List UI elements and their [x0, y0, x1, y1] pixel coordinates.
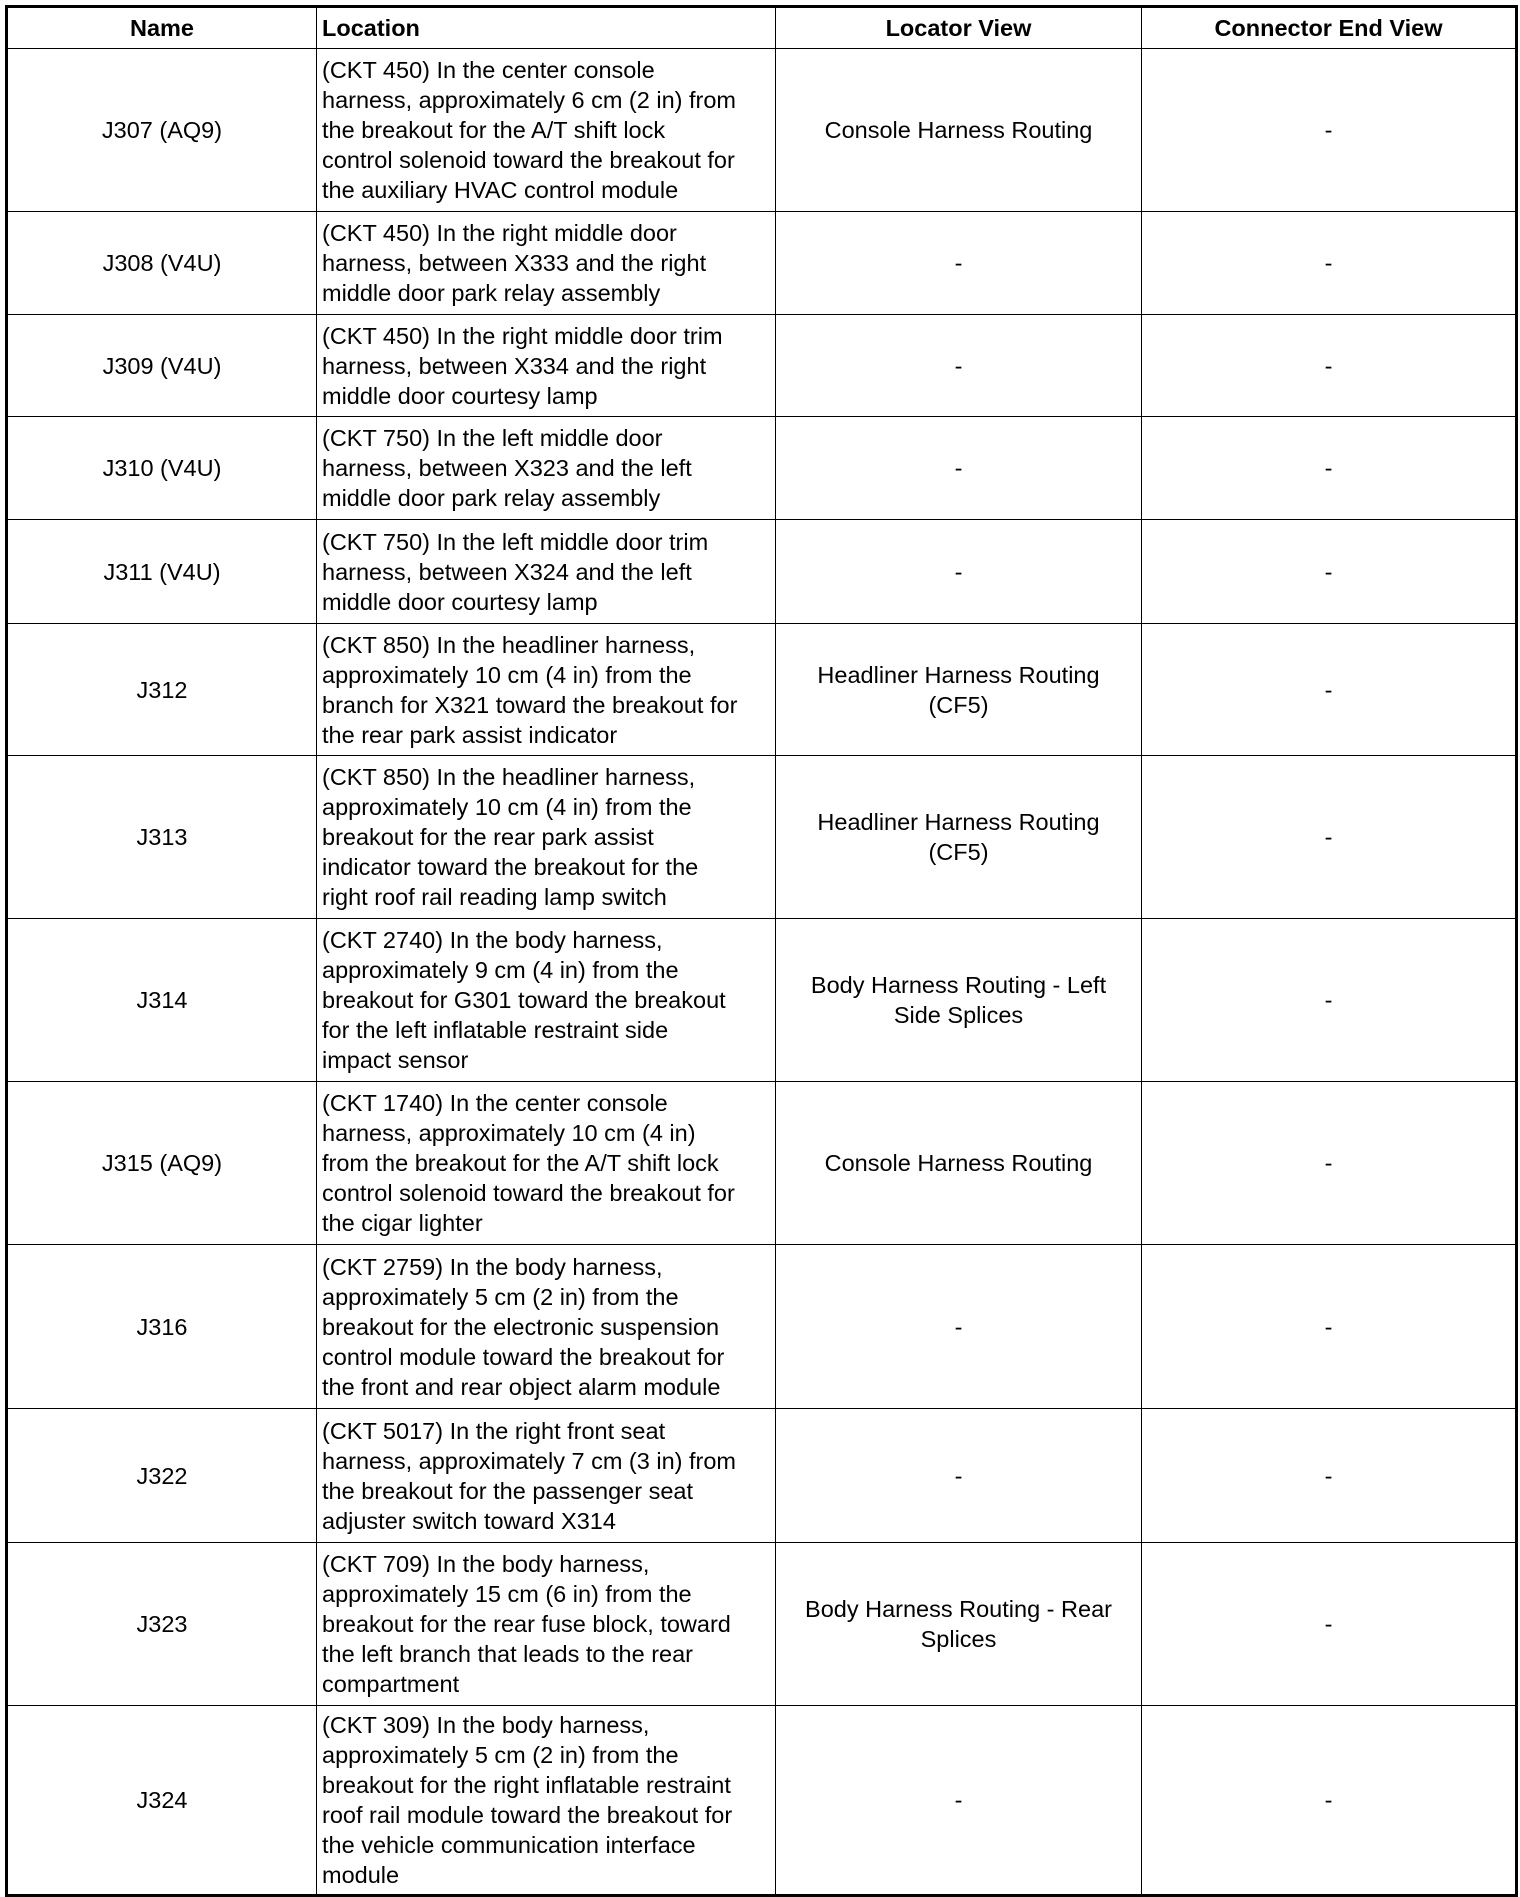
table-row — [7, 919, 1517, 1082]
row-location: (CKT 709) In the body harness, approximately 15 cm (6 in) from the breakout for the rear fuse block, toward the left branch that leads to the rear compartment — [317, 1543, 776, 1706]
table-row — [7, 1409, 1517, 1543]
row-locator-view: - — [776, 417, 1142, 520]
table-row — [7, 1543, 1517, 1706]
table-row — [7, 315, 1517, 417]
header-row — [7, 7, 1517, 49]
row-name: J323 — [7, 1543, 317, 1706]
row-name: J314 — [7, 919, 317, 1082]
row-locator-view: Console Harness Routing — [776, 49, 1142, 212]
row-connector-end-view: - — [1142, 520, 1517, 624]
row-location: (CKT 750) In the left middle door harness, between X323 and the left middle door park relay assembly — [317, 417, 776, 520]
row-locator-view: - — [776, 1245, 1142, 1409]
row-name: J322 — [7, 1409, 317, 1543]
row-locator-view: Headliner Harness Routing (CF5) — [776, 756, 1142, 919]
row-location: (CKT 450) In the right middle door harness, between X333 and the right middle door park relay assembly — [317, 212, 776, 315]
row-locator-view: Body Harness Routing - Rear Splices — [776, 1543, 1142, 1706]
table-row — [7, 1082, 1517, 1245]
table-row — [7, 417, 1517, 520]
row-name: J308 (V4U) — [7, 212, 317, 315]
row-name: J313 — [7, 756, 317, 919]
row-connector-end-view: - — [1142, 417, 1517, 520]
row-location: (CKT 5017) In the right front seat harness, approximately 7 cm (3 in) from the breakout for the passenger seat adjuster switch toward X314 — [317, 1409, 776, 1543]
header-connector-end-view: Connector End View — [1142, 7, 1517, 49]
row-connector-end-view: - — [1142, 919, 1517, 1082]
row-connector-end-view: - — [1142, 756, 1517, 919]
row-connector-end-view: - — [1142, 624, 1517, 756]
row-name: J324 — [7, 1706, 317, 1896]
row-location: (CKT 2740) In the body harness, approximately 9 cm (4 in) from the breakout for G301 toward the breakout for the left inflatable restraint side impact sensor — [317, 919, 776, 1082]
row-locator-view: - — [776, 1409, 1142, 1543]
row-name: J310 (V4U) — [7, 417, 317, 520]
row-location: (CKT 1740) In the center console harness, approximately 10 cm (4 in) from the breakout for the A/T shift lock control solenoid toward the breakout for the cigar lighter — [317, 1082, 776, 1245]
table-row — [7, 624, 1517, 756]
row-name: J315 (AQ9) — [7, 1082, 317, 1245]
row-name: J307 (AQ9) — [7, 49, 317, 212]
splice-table — [5, 5, 1518, 1897]
table-row — [7, 1245, 1517, 1409]
row-locator-view: - — [776, 212, 1142, 315]
header-location: Location — [317, 7, 776, 49]
header-name: Name — [7, 7, 317, 49]
row-location: (CKT 850) In the headliner harness, approximately 10 cm (4 in) from the branch for X321 toward the breakout for the rear park assist indicator — [317, 624, 776, 756]
row-locator-view: - — [776, 1706, 1142, 1896]
row-location: (CKT 450) In the right middle door trim harness, between X334 and the right middle door courtesy lamp — [317, 315, 776, 417]
row-name: J312 — [7, 624, 317, 756]
row-location: (CKT 309) In the body harness, approximately 5 cm (2 in) from the breakout for the right inflatable restraint roof rail module toward the breakout for the vehicle communication interface module — [317, 1706, 776, 1896]
header-locator-view: Locator View — [776, 7, 1142, 49]
row-connector-end-view: - — [1142, 1082, 1517, 1245]
row-locator-view: Body Harness Routing - Left Side Splices — [776, 919, 1142, 1082]
row-connector-end-view: - — [1142, 315, 1517, 417]
row-locator-view: Headliner Harness Routing (CF5) — [776, 624, 1142, 756]
table-row — [7, 212, 1517, 315]
row-connector-end-view: - — [1142, 1245, 1517, 1409]
table-row — [7, 49, 1517, 212]
row-locator-view: Console Harness Routing — [776, 1082, 1142, 1245]
row-location: (CKT 450) In the center console harness, approximately 6 cm (2 in) from the breakout for the A/T shift lock control solenoid toward the breakout for the auxiliary HVAC control module — [317, 49, 776, 212]
row-connector-end-view: - — [1142, 1543, 1517, 1706]
row-name: J309 (V4U) — [7, 315, 317, 417]
row-locator-view: - — [776, 520, 1142, 624]
row-name: J316 — [7, 1245, 317, 1409]
row-connector-end-view: - — [1142, 1409, 1517, 1543]
row-locator-view: - — [776, 315, 1142, 417]
row-location: (CKT 2759) In the body harness, approximately 5 cm (2 in) from the breakout for the electronic suspension control module toward the breakout for the front and rear object alarm module — [317, 1245, 776, 1409]
table-row — [7, 1706, 1517, 1896]
row-name: J311 (V4U) — [7, 520, 317, 624]
table-row — [7, 756, 1517, 919]
row-connector-end-view: - — [1142, 49, 1517, 212]
row-location: (CKT 750) In the left middle door trim harness, between X324 and the left middle door courtesy lamp — [317, 520, 776, 624]
table-row — [7, 520, 1517, 624]
row-location: (CKT 850) In the headliner harness, approximately 10 cm (4 in) from the breakout for the rear park assist indicator toward the breakout for the right roof rail reading lamp switch — [317, 756, 776, 919]
row-connector-end-view: - — [1142, 212, 1517, 315]
row-connector-end-view: - — [1142, 1706, 1517, 1896]
